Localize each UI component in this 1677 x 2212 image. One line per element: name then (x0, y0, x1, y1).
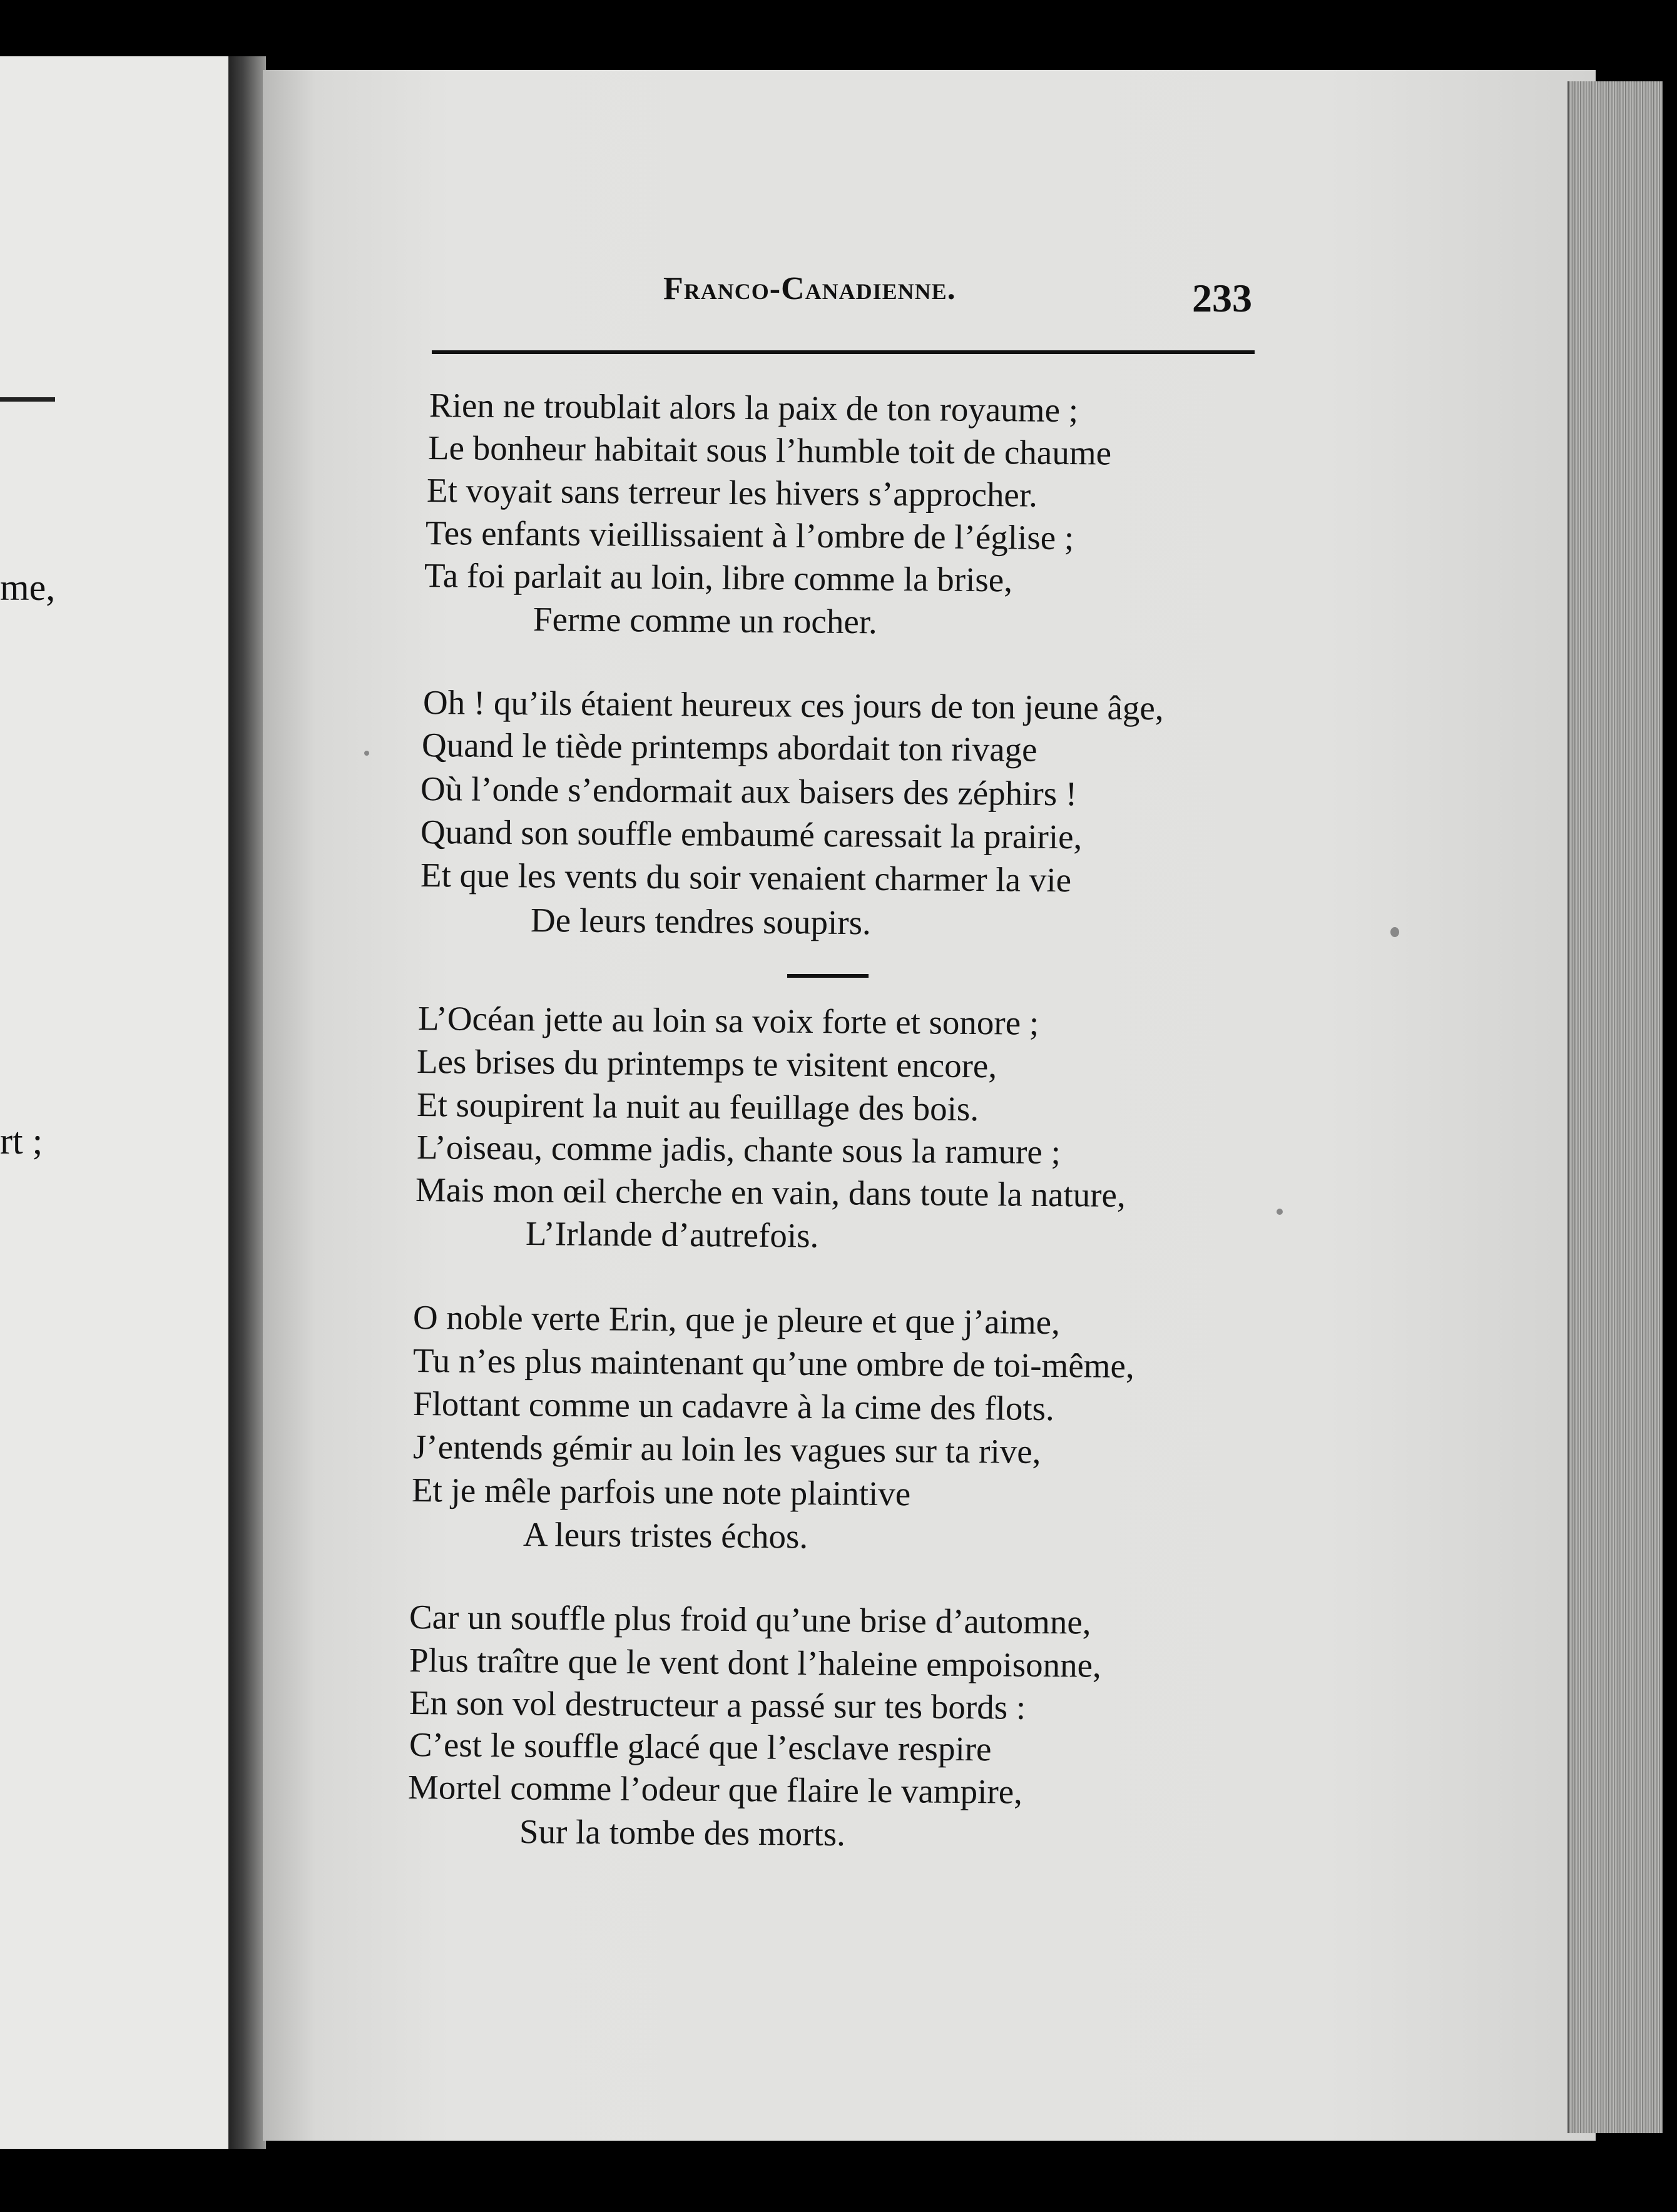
page-number: 233 (1192, 276, 1252, 320)
poem-line: Quand son souffle embaumé caressait la prairie, (420, 813, 1083, 856)
poem-line: Le bonheur habitait sous l’humble toit de chaume (427, 429, 1112, 472)
poem-line: Mais mon œil cherche en vain, dans toute la nature, (415, 1170, 1126, 1214)
header-rule (432, 350, 1255, 354)
poem-line: Flottant comme un cadavre à la cime des flots. (412, 1384, 1055, 1428)
poem-line: Et je mêle parfois une note plaintive (411, 1471, 911, 1513)
scan-speck (1390, 927, 1399, 937)
poem-line: A leurs tristes échos. (522, 1515, 808, 1556)
poem-line: Quand le tiède printemps abordait ton rivage (421, 726, 1037, 769)
book-gutter (228, 56, 266, 2149)
poem-line: O noble verte Erin, que je pleure et que j’aime, (412, 1298, 1061, 1342)
poem-line: Ta foi parlait au loin, libre comme la brise, (424, 556, 1013, 599)
poem-line: Mortel comme l’odeur que flaire le vampire, (407, 1768, 1023, 1811)
poem-line: Et soupirent la nuit au feuillage des bois. (416, 1085, 979, 1129)
poem-line: Rien ne troublait alors la paix de ton royaume ; (429, 386, 1079, 430)
page-edges (1567, 81, 1663, 2133)
poem-line: Et voyait sans terreur les hivers s’approcher. (426, 471, 1038, 514)
poem-line: Et que les vents du soir venaient charmer la vie (420, 856, 1072, 900)
poem-line: Les brises du printemps te visitent encore, (416, 1042, 997, 1085)
poem-line: Tes enfants vieillissaient à l’ombre de l’église ; (425, 514, 1074, 557)
poem-line: L’oiseau, comme jadis, chante sous la ramure ; (416, 1128, 1061, 1172)
poem-line: Ferme comme un rocher. (533, 600, 878, 641)
previous-page-text-fragment: me, (0, 567, 56, 608)
poem-line: En son vol destructeur a passé sur tes bords : (409, 1683, 1026, 1727)
scan-speck (364, 751, 369, 756)
previous-page-rule (0, 397, 55, 402)
poem-line: C’est le souffle glacé que l’esclave respire (409, 1725, 992, 1768)
poem-line: L’Océan jette au loin sa voix forte et sonore ; (417, 999, 1039, 1042)
poem-line: Tu n’es plus maintenant qu’une ombre de toi-même, (412, 1341, 1134, 1386)
scan-speck (1277, 1209, 1283, 1215)
poem-line: L’Irlande d’autrefois. (525, 1214, 819, 1255)
poem-line: Car un souffle plus froid qu’une brise d’automne, (409, 1598, 1091, 1641)
previous-page-text-fragment: rt ; (0, 1120, 43, 1162)
poem-line: Oh ! qu’ils étaient heureux ces jours de ton jeune âge, (422, 683, 1164, 728)
poem-line: J’entends gémir au loin les vagues sur ta rive, (412, 1428, 1041, 1471)
poem-line: De leurs tendres soupirs. (530, 901, 872, 942)
poem-line: Sur la tombe des morts. (519, 1812, 846, 1854)
section-divider-rule (787, 974, 869, 978)
poem-line: Plus traître que le vent dont l’haleine empoisonne, (409, 1641, 1102, 1685)
running-title: Franco-Canadienne. (663, 271, 956, 307)
previous-page-fragment (0, 56, 230, 2149)
poem-line: Où l’onde s’endormait aux baisers des zéphirs ! (420, 769, 1078, 813)
